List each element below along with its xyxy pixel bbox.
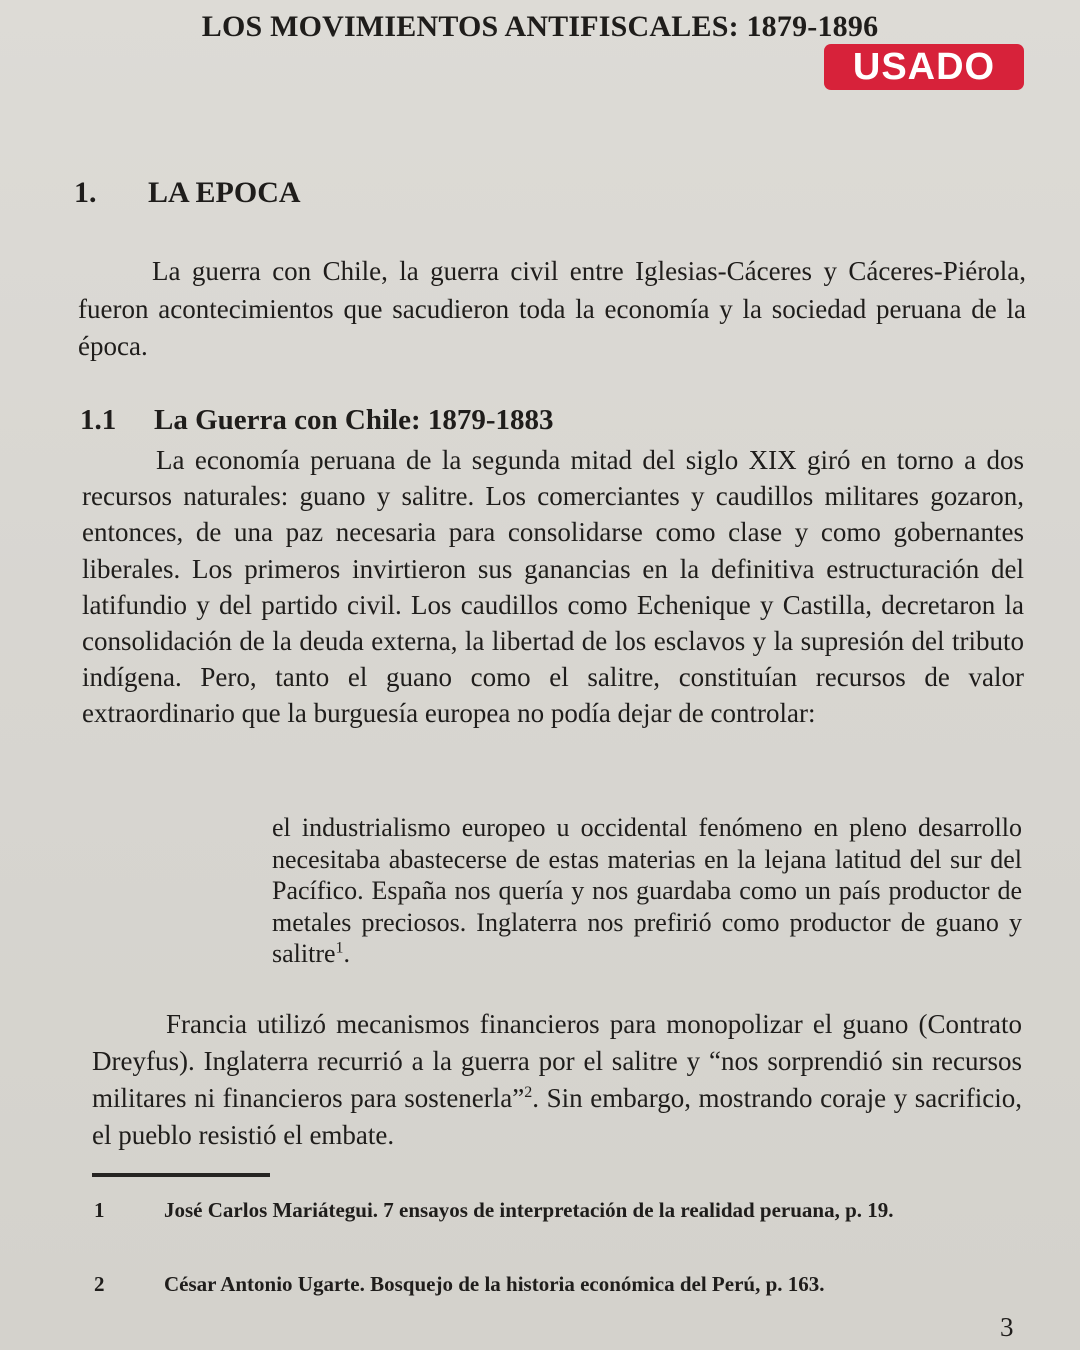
footnote-ref-2: 2: [524, 1084, 533, 1101]
footnote-text: José Carlos Mariátegui. 7 ensayos de interpretación de la realidad peruana, p. 19.: [164, 1198, 894, 1222]
paragraph-2: La economía peruana de la segunda mitad del siglo XIX giró en torno a dos recursos naturales: guano y salitre. Los comerciantes y caudillos militares gozaron, entonces, de una paz necesaria para consolidarse como clase y como gobernantes liberales. Los primeros invirtieron sus ganancias en la definitiva estructuración del latifundio y del partido civil. Los caudillos como Echenique y Castilla, decretaron la consolidación de la deuda externa, la libertad de los esclavos y la supresión del tributo indígena. Pero, tanto el guano como el salitre, constituían recursos de valor extraordinario que la burguesía europea no podía dejar de controlar:: [82, 445, 1024, 729]
footnote-ref-1: 1: [335, 939, 344, 957]
subsection-number: 1.1: [80, 404, 117, 436]
footnote-2: [94, 1270, 1024, 1298]
paragraph-1: La guerra con Chile, la guerra civil entre Iglesias-Cáceres y Cáceres-Piérola, fueron acontecimientos que sacudieron toda la economía y la sociedad peruana de la época.: [78, 256, 1026, 361]
block-quote: [272, 812, 1022, 970]
footnote-text: César Antonio Ugarte. Bosquejo de la historia económica del Perú, p. 163.: [164, 1272, 825, 1296]
quote-end: .: [343, 939, 351, 969]
footnote-number: 2: [94, 1272, 105, 1296]
section-title: LA EPOCA: [148, 176, 301, 209]
subsection-heading: [80, 404, 554, 437]
footnote-divider: [92, 1173, 270, 1177]
subsection-title: La Guerra con Chile: 1879-1883: [154, 404, 554, 436]
section-number: 1.: [74, 176, 97, 209]
running-head: LOS MOVIMIENTOS ANTIFISCALES: 1879-1896: [201, 10, 879, 43]
paragraph-3-text-b: . Sin embargo, mostrando coraje y sacrificio, el pueblo resistió el embate.: [92, 1083, 1022, 1150]
used-badge: USADO: [824, 44, 1024, 90]
paragraph-3-text-a: Francia utilizó mecanismos financieros para monopolizar el guano (Contrato Dreyfus). Inglaterra recurrió a la guerra por el salitre y “nos sorprendió sin recursos militares ni financieros para sostenerla”: [92, 1009, 1022, 1113]
footnote-1: [94, 1196, 1024, 1224]
footnote-number: 1: [94, 1198, 105, 1222]
page-number: 3: [1000, 1312, 1014, 1342]
section-heading: [74, 176, 301, 210]
paragraph-3: [92, 1006, 1022, 1154]
quote-text: el industrialismo europeo u occidental fenómeno en pleno desarrollo necesitaba abastecerse de estas materias en la lejana latitud del sur del Pacífico. España nos quería y nos guardaba como un país productor de metales preciosos. Inglaterra nos prefirió como productor de guano y salitre: [272, 813, 1022, 969]
